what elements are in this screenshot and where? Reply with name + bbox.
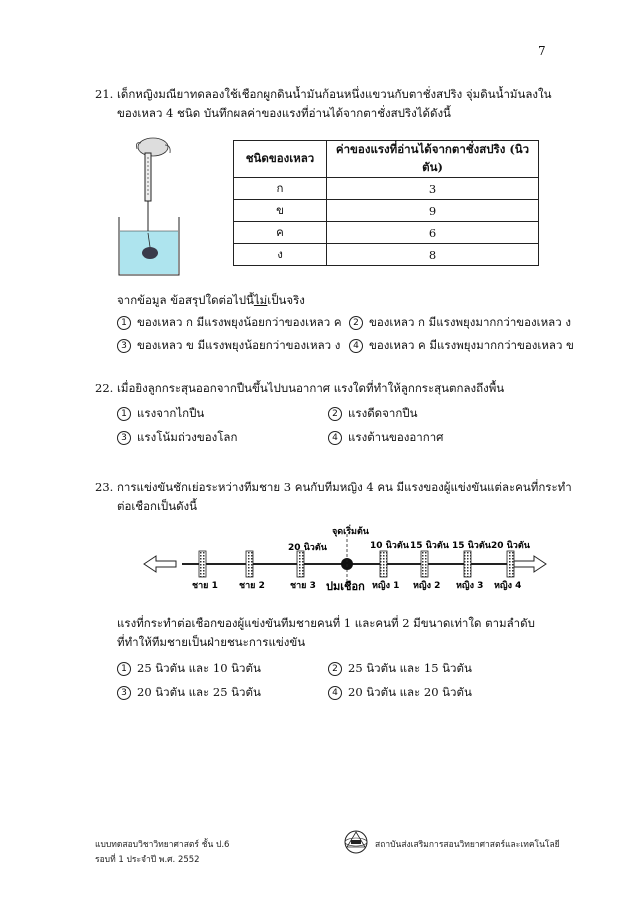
footer-left-line2: รอบที่ 1 ประจำปี พ.ศ. 2552 xyxy=(95,855,200,865)
footer-right: สถาบันส่งเสริมการสอนวิทยาศาสตร์และเทคโนโลยี xyxy=(375,840,560,850)
person-marker xyxy=(464,551,471,577)
table-cell: 8 xyxy=(327,244,539,266)
team-label: หญิง 1 xyxy=(372,581,400,591)
option-number-1-icon: 1 xyxy=(117,662,131,676)
table-row xyxy=(234,222,539,244)
table-row xyxy=(234,244,539,266)
tug-of-war-diagram xyxy=(140,522,550,600)
option-label: แรงต้านของอากาศ xyxy=(348,430,444,444)
table-cell: ค xyxy=(234,222,327,244)
table-cell: 6 xyxy=(327,222,539,244)
q23-option-3[interactable] xyxy=(117,684,261,702)
team-label: ชาย 3 xyxy=(290,581,316,591)
option-number-1-icon: 1 xyxy=(117,407,131,421)
option-label: ของเหลว ก มีแรงพยุงมากกว่าของเหลว ง xyxy=(369,315,571,329)
option-label: 25 นิวตัน และ 10 นิวตัน xyxy=(137,661,261,675)
table-row xyxy=(234,200,539,222)
option-label: ของเหลว ข มีแรงพยุงน้อยกว่าของเหลว ง xyxy=(137,338,341,352)
rope-knot-label: ปมเชือก xyxy=(326,580,365,593)
table-header-row xyxy=(234,141,539,178)
table-cell: ง xyxy=(234,244,327,266)
option-number-2-icon: 2 xyxy=(328,407,342,421)
person-marker xyxy=(421,551,428,577)
footer-left-line1: แบบทดสอบวิชาวิทยาศาสตร์ ชั้น ป.6 xyxy=(95,840,230,850)
q22-option-1[interactable] xyxy=(117,405,204,423)
table-cell: ก xyxy=(234,178,327,200)
results-table xyxy=(233,140,539,266)
q21-line2: ของเหลว 4 ชนิด บันทึกผลค่าของแรงที่อ่านได้จากตาชั่งสปริงได้ดังนี้ xyxy=(117,106,451,120)
option-label: 20 นิวตัน และ 20 นิวตัน xyxy=(348,685,472,699)
table-cell: 9 xyxy=(327,200,539,222)
table-header-liquid: ชนิดของเหลว xyxy=(234,141,327,178)
force-label: 15 นิวตัน xyxy=(410,541,449,551)
option-number-2-icon: 2 xyxy=(349,316,363,330)
option-number-4-icon: 4 xyxy=(328,431,342,445)
person-marker xyxy=(246,551,253,577)
spring-scale-beaker-illustration xyxy=(105,135,195,280)
q23-option-1[interactable] xyxy=(117,660,261,678)
option-number-2-icon: 2 xyxy=(328,662,342,676)
team-label: หญิง 4 xyxy=(494,581,522,591)
q21-option-1[interactable] xyxy=(117,314,342,332)
table-cell: 3 xyxy=(327,178,539,200)
q21-prompt xyxy=(117,293,305,307)
q23-line1: 23. การแข่งขันชักเย่อระหว่างทีมชาย 3 คนกับทีมหญิง 4 คน มีแรงของผู้แข่งขันแต่ละคนที่กระทำ xyxy=(95,480,572,494)
q21-option-4[interactable] xyxy=(349,337,574,355)
right-arrow-icon xyxy=(514,556,546,572)
team-label: หญิง 2 xyxy=(413,581,441,591)
q22-option-3[interactable] xyxy=(117,429,237,447)
q22-option-2[interactable] xyxy=(328,405,417,423)
q21-option-3[interactable] xyxy=(117,337,340,355)
q21-prompt-underlined: ไม่ xyxy=(253,293,268,307)
force-label: 10 นิวตัน xyxy=(370,541,409,551)
option-number-3-icon: 3 xyxy=(117,339,131,353)
team-label: ชาย 1 xyxy=(192,581,218,591)
q21-prompt-b: เป็นจริง xyxy=(267,293,305,307)
person-marker xyxy=(380,551,387,577)
option-number-3-icon: 3 xyxy=(117,686,131,700)
option-number-3-icon: 3 xyxy=(117,431,131,445)
table-cell: ข xyxy=(234,200,327,222)
team-label: ชาย 2 xyxy=(239,581,265,591)
q23-line2: ต่อเชือกเป็นดังนี้ xyxy=(117,499,198,513)
option-number-4-icon: 4 xyxy=(349,339,363,353)
left-arrow-icon xyxy=(144,556,176,572)
q22-line1: 22. เมื่อยิงลูกกระสุนออกจากปืนขึ้นไปบนอากาศ แรงใดที่ทำให้ลูกกระสุนตกลงถึงพื้น xyxy=(95,381,505,395)
option-label: 25 นิวตัน และ 15 นิวตัน xyxy=(348,661,472,675)
option-label: ของเหลว ค มีแรงพยุงมากกว่าของเหลว ข xyxy=(369,338,574,352)
start-label: จุดเริ่มต้น xyxy=(332,527,369,537)
person-marker xyxy=(507,551,514,577)
option-label: แรงจากไกปืน xyxy=(137,406,205,420)
table-header-force: ค่าของแรงที่อ่านได้จากตาชั่งสปริง (นิวตัน) xyxy=(327,141,539,178)
institute-logo-icon xyxy=(343,829,369,855)
q23-prompt2: ที่ทำให้ทีมชายเป็นฝ่ายชนะการแข่งขัน xyxy=(117,635,306,649)
option-number-4-icon: 4 xyxy=(328,686,342,700)
person-marker xyxy=(297,551,304,577)
person-marker xyxy=(199,551,206,577)
q21-line1: 21. เด็กหญิงมณียาทดลองใช้เชือกผูกดินน้ำมันก้อนหนึ่งแขวนกับตาชั่งสปริง จุ่มดินน้ำมันลงใน xyxy=(95,87,552,101)
option-label: 20 นิวตัน และ 25 นิวตัน xyxy=(137,685,261,699)
force-label: 20 นิวตัน xyxy=(491,541,530,551)
option-number-1-icon: 1 xyxy=(117,316,131,330)
force-label: 20 นิวตัน xyxy=(288,543,327,553)
team-label: หญิง 3 xyxy=(456,581,484,591)
q22-option-4[interactable] xyxy=(328,429,443,447)
q21-prompt-a: จากข้อมูล ข้อสรุปใดต่อไปนี้ xyxy=(117,293,254,307)
option-label: แรงโน้มถ่วงของโลก xyxy=(137,430,238,444)
hand-icon xyxy=(138,138,168,156)
q23-option-2[interactable] xyxy=(328,660,472,678)
q23-prompt1: แรงที่กระทำต่อเชือกของผู้แข่งขันทีมชายคนที่ 1 และคนที่ 2 มีขนาดเท่าใด ตามลำดับ xyxy=(117,616,535,630)
table-row xyxy=(234,178,539,200)
option-label: แรงดีดจากปืน xyxy=(348,406,418,420)
q21-option-2[interactable] xyxy=(349,314,571,332)
page-number: 7 xyxy=(538,44,546,58)
clay-icon xyxy=(142,247,158,259)
force-label: 15 นิวตัน xyxy=(452,541,491,551)
option-label: ของเหลว ก มีแรงพยุงน้อยกว่าของเหลว ค xyxy=(137,315,342,329)
q23-option-4[interactable] xyxy=(328,684,472,702)
